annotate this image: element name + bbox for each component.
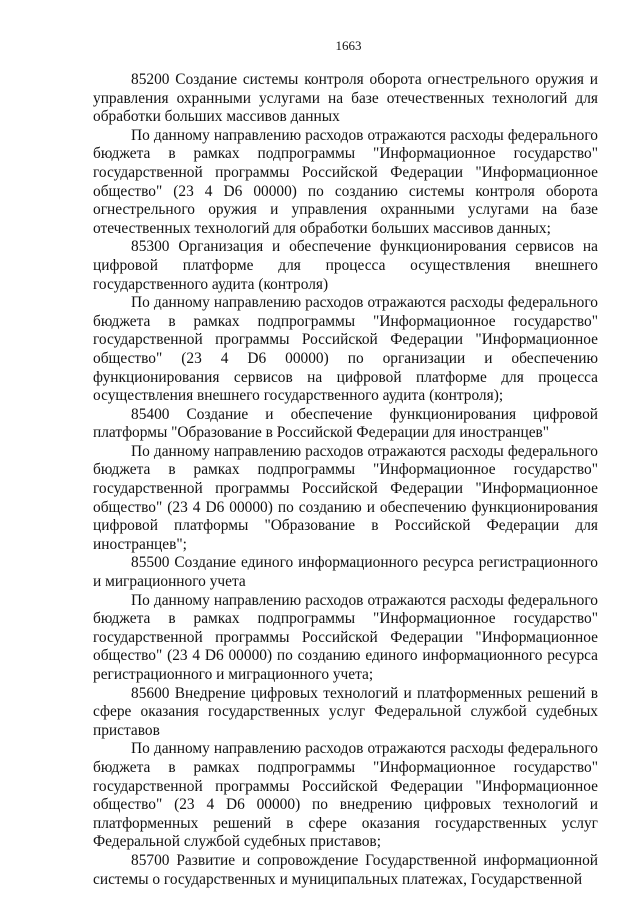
paragraph-85600-description: По данному направлению расходов отражаются расходы федерального бюджета в рамках подпрограммы "Информационное государство" государственной программы Российской Федерации "Информационное общество" (23 4 D6 00000) по внедрению цифровых технологий и платформенных решений в сфере оказания государственных услуг Федеральной службой судебных приставов; — [93, 740, 598, 851]
paragraph-85200-description: По данному направлению расходов отражаются расходы федерального бюджета в рамках подпрограммы "Информационное государство" государственной программы Российской Федерации "Информационное общество" (23 4 D6 00000) по созданию системы контроля оборота огнестрельного оружия и управления охранными услугами на базе отечественных технологий для обработки больших массивов данных; — [93, 126, 598, 237]
paragraph-85500-description: По данному направлению расходов отражаются расходы федерального бюджета в рамках подпрограммы "Информационное государство" государственной программы Российской Федерации "Информационное общество" (23 4 D6 00000) по созданию единого информационного ресурса регистрационного и миграционного учета; — [93, 591, 598, 683]
paragraph-85400-description: По данному направлению расходов отражаются расходы федерального бюджета в рамках подпрограммы "Информационное государство" государственной программы Российской Федерации "Информационное общество" (23 4 D6 00000) по созданию и обеспечению функционирования цифровой платформы "Образование в Российской Федерации для иностранцев"; — [93, 442, 598, 553]
paragraph-85300-heading: 85300 Организация и обеспечение функционирования сервисов на цифровой платформе для процесса осуществления внешнего государственного аудита (контроля) — [93, 238, 598, 293]
paragraph-85300-description: По данному направлению расходов отражаются расходы федерального бюджета в рамках подпрограммы "Информационное государство" государственной программы Российской Федерации "Информационное общество" (23 4 D6 00000) по организации и обеспечению функционирования сервисов на цифровой платформе для процесса осуществления внешнего государственного аудита (контроля); — [93, 294, 598, 405]
paragraph-85600-heading: 85600 Внедрение цифровых технологий и платформенных решений в сфере оказания государственных услуг Федеральной службой судебных приставов — [93, 684, 598, 739]
paragraph-85200-heading: 85200 Создание системы контроля оборота огнестрельного оружия и управления охранными услугами на базе отечественных технологий для обработки больших массивов данных — [93, 71, 598, 126]
document-body — [93, 71, 598, 889]
paragraph-85400-heading: 85400 Создание и обеспечение функционирования цифровой платформы "Образование в Российской Федерации для иностранцев" — [93, 405, 598, 442]
page-number: 1663 — [335, 38, 362, 53]
paragraph-85500-heading: 85500 Создание единого информационного ресурса регистрационного и миграционного учета — [93, 554, 598, 591]
paragraph-85700-heading: 85700 Развитие и сопровождение Государственной информационной системы о государственных и муниципальных платежах, Государственной — [93, 851, 598, 888]
